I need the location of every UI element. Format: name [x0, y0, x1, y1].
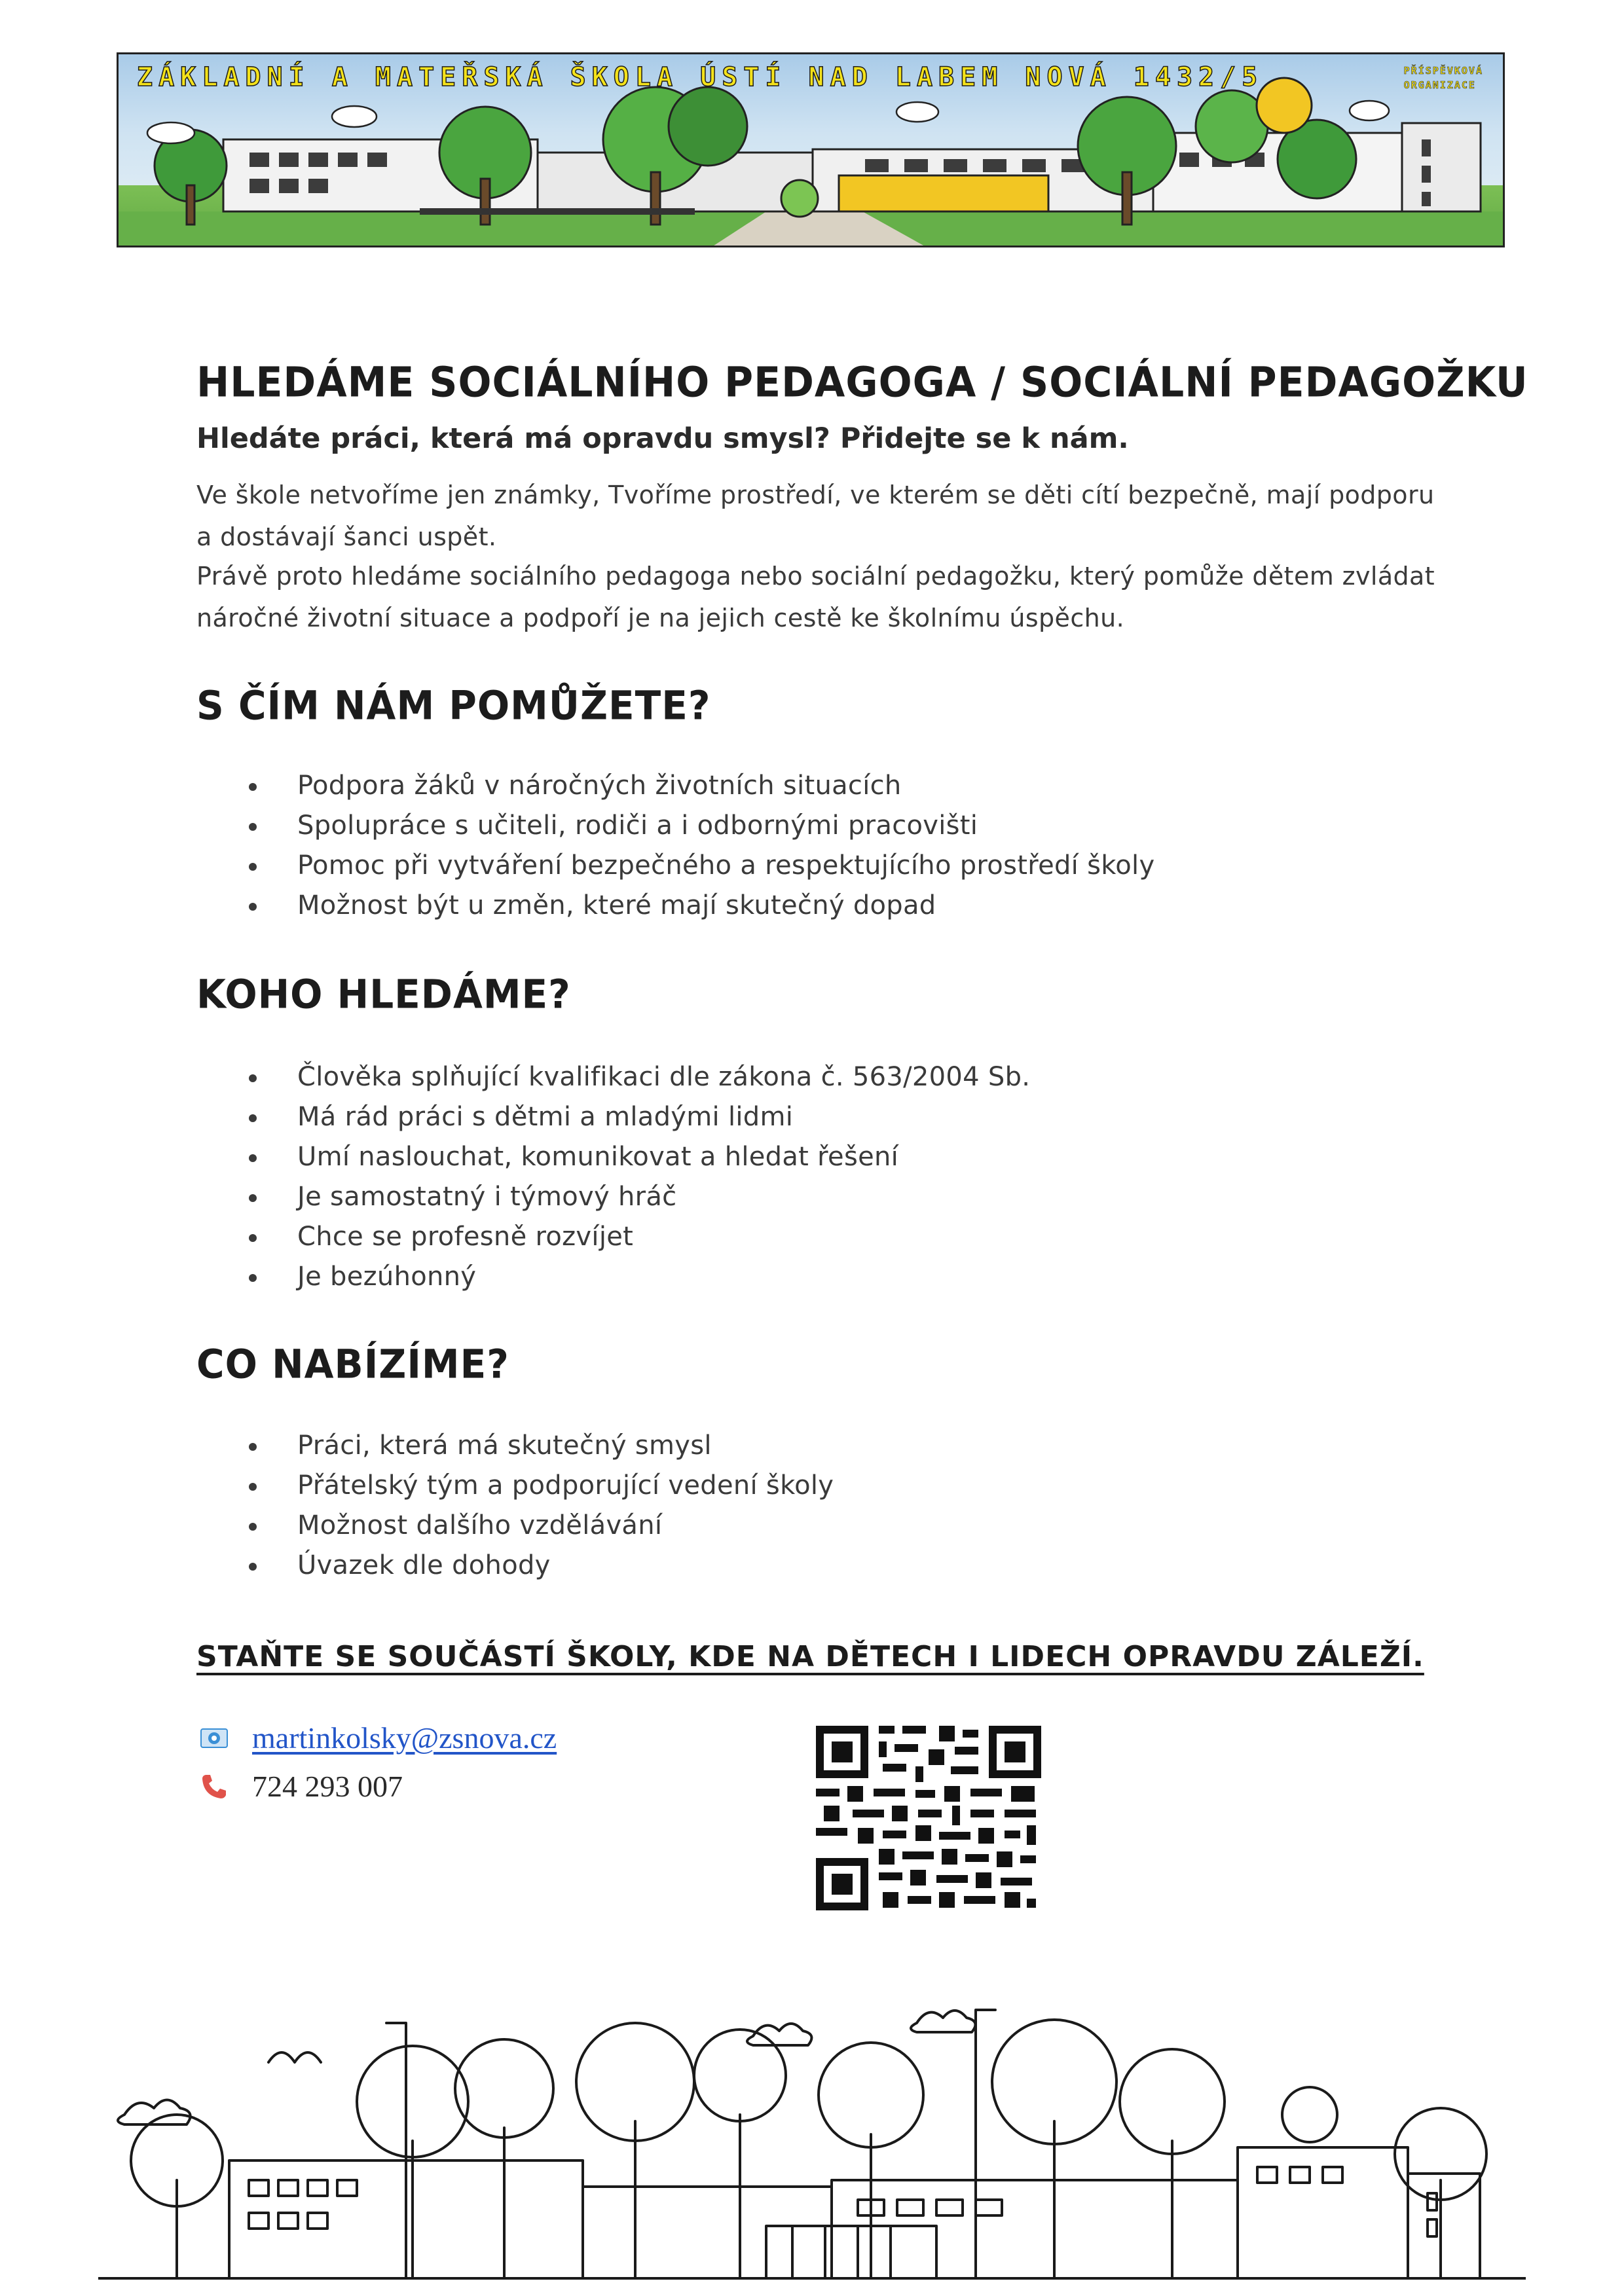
list-item: Možnost dalšího vzdělávání: [249, 1506, 834, 1546]
list-item: Je samostatný i týmový hráč: [249, 1177, 1030, 1217]
email-link[interactable]: martinkolsky@zsnova.cz: [252, 1721, 557, 1755]
school-name: ZÁKLADNÍ A MATEŘSKÁ ŠKOLA ÚSTÍ NAD LABEM NOVÁ 1432/5: [137, 62, 1264, 92]
list-item: Práci, která má skutečný smysl: [249, 1426, 834, 1466]
school-line-drawing: [98, 1984, 1526, 2291]
list-item: Pomoc při vytváření bezpečného a respektujícího prostředí školy: [249, 846, 1154, 886]
section-title-offer: CO NABÍZÍME?: [196, 1341, 509, 1388]
list-item: Podpora žáků v náročných životních situacích: [249, 766, 1154, 806]
bullet-icon: [249, 783, 257, 791]
section-title-who: KOHO HLEDÁME?: [196, 971, 571, 1018]
header-banner: [117, 52, 1505, 247]
bullet-icon: [249, 863, 257, 871]
bullet-icon: [249, 1443, 257, 1451]
bullet-icon: [249, 1483, 257, 1491]
list-item: Chce se profesně rozvíjet: [249, 1217, 1030, 1257]
phone-number: 724 293 007: [252, 1770, 403, 1803]
list-item: Člověka splňující kvalifikaci dle zákona č. 563/2004 Sb.: [249, 1057, 1030, 1097]
bullet-icon: [249, 1074, 257, 1082]
bullet-icon: [249, 1523, 257, 1531]
contact-email-row: [200, 1721, 557, 1755]
help-list: [249, 766, 1154, 926]
list-item: Spolupráce s učiteli, rodiči a i odbornými pracovišti: [249, 806, 1154, 846]
email-icon: [200, 1724, 229, 1753]
slogan: STAŇTE SE SOUČÁSTÍ ŠKOLY, KDE NA DĚTECH I LIDECH OPRAVDU ZÁLEŽÍ.: [196, 1640, 1424, 1673]
offer-list: [249, 1426, 834, 1586]
bullet-icon: [249, 1154, 257, 1162]
phone-icon: [200, 1772, 229, 1801]
subheadline: Hledáte práci, která má opravdu smysl? Přidejte se k nám.: [196, 422, 1129, 455]
list-item: Umí naslouchat, komunikovat a hledat řešení: [249, 1137, 1030, 1177]
list-item: Je bezúhonný: [249, 1257, 1030, 1297]
who-list: [249, 1057, 1030, 1297]
bullet-icon: [249, 1234, 257, 1242]
bullet-icon: [249, 903, 257, 911]
intro-paragraph: Ve škole netvoříme jen známky, Tvoříme prostředí, ve kterém se děti cítí bezpečně, mají podporu a dostávají šanci uspět.: [196, 481, 1435, 551]
qr-code[interactable]: [811, 1721, 1046, 1916]
job-title: HLEDÁME SOCIÁLNÍHO PEDAGOGA / SOCIÁLNÍ PEDAGOŽKU: [196, 359, 1528, 407]
bullet-icon: [249, 823, 257, 831]
list-item: Možnost být u změn, které mají skutečný dopad: [249, 886, 1154, 926]
bullet-icon: [249, 1114, 257, 1122]
list-item: Úvazek dle dohody: [249, 1546, 834, 1586]
bullet-icon: [249, 1194, 257, 1202]
organization-type: PŘÍSPĚVKOVÁ ORGANIZACE: [1403, 65, 1483, 91]
list-item: Má rád práci s dětmi a mladými lidmi: [249, 1097, 1030, 1137]
list-item: Přátelský tým a podporující vedení školy: [249, 1466, 834, 1506]
bullet-icon: [249, 1274, 257, 1282]
intro-paragraph: Právě proto hledáme sociálního pedagoga nebo sociální pedagožku, který pomůže dětem zvládat náročné životní situace a podpoří je na jejich cestě ke školnímu úspěchu.: [196, 562, 1435, 632]
contact-phone-row: [200, 1769, 403, 1804]
section-title-help: S ČÍM NÁM POMŮŽETE?: [196, 682, 711, 729]
bullet-icon: [249, 1563, 257, 1571]
